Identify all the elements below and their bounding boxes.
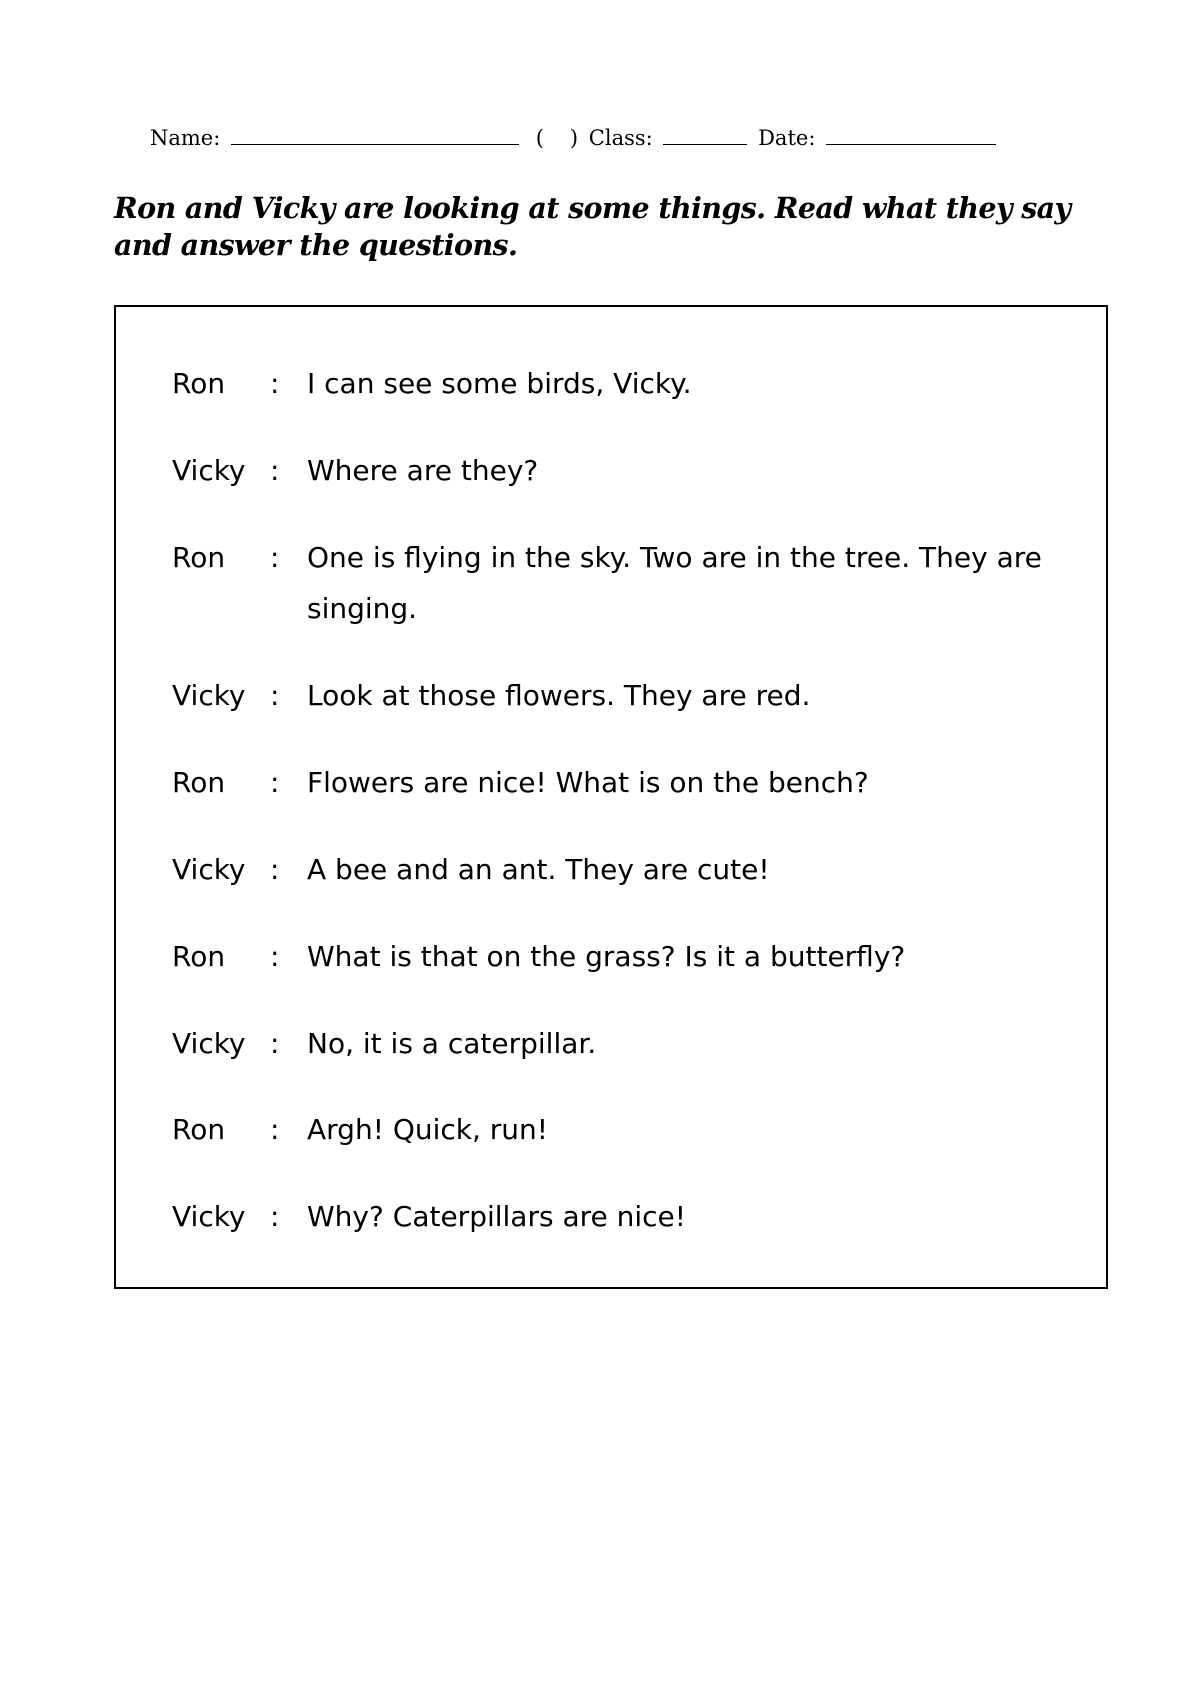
speech-text: Look at those flowers. They are red. [307, 679, 811, 712]
speech-text: Argh! Quick, run! [307, 1113, 549, 1146]
speaker-name: Vicky [172, 454, 246, 487]
speaker-name: Vicky [172, 1200, 246, 1233]
name-blank[interactable] [231, 124, 519, 145]
speech-text: No, it is a caterpillar. [307, 1027, 597, 1060]
speaker-separator: : [270, 766, 280, 799]
speech-text: Flowers are nice! What is on the bench? [307, 766, 869, 799]
speaker-name: Vicky [172, 1027, 246, 1060]
instruction-text: Ron and Vicky are looking at some things. Read what they say and answer the questions. [114, 191, 1071, 262]
speaker-separator: : [270, 1027, 280, 1060]
speech-text: Where are they? [307, 454, 539, 487]
speaker-separator: : [270, 541, 280, 574]
speaker-separator: : [270, 454, 280, 487]
register-number-open-paren: ( [535, 126, 544, 150]
speaker-name: Ron [172, 541, 226, 574]
class-blank[interactable] [663, 124, 747, 145]
class-label: Class: [588, 126, 653, 150]
speech-text: Why? Caterpillars are nice! [307, 1200, 687, 1233]
speaker-name: Ron [172, 766, 226, 799]
date-blank[interactable] [826, 124, 996, 145]
speaker-name: Ron [172, 1113, 226, 1146]
name-label: Name: [150, 126, 221, 150]
dialogue-box [114, 305, 1108, 1289]
speaker-separator: : [270, 367, 280, 400]
register-number-close-paren: ) [569, 126, 579, 150]
speech-text: What is that on the grass? Is it a butterfly? [307, 940, 906, 973]
speaker-name: Vicky [172, 679, 246, 712]
speaker-name: Ron [172, 367, 226, 400]
speech-text: A bee and an ant. They are cute! [307, 853, 770, 886]
date-label: Date: [758, 126, 816, 150]
speaker-name: Ron [172, 940, 226, 973]
speaker-separator: : [270, 1113, 280, 1146]
student-info-line [150, 124, 1000, 152]
speaker-separator: : [270, 940, 280, 973]
speaker-separator: : [270, 679, 280, 712]
speaker-separator: : [270, 853, 280, 886]
speaker-separator: : [270, 1200, 280, 1233]
speaker-name: Vicky [172, 853, 246, 886]
speech-text: I can see some birds, Vicky. [307, 367, 692, 400]
speech-text: One is flying in the sky. Two are in the tree. They are singing. [307, 541, 1042, 625]
